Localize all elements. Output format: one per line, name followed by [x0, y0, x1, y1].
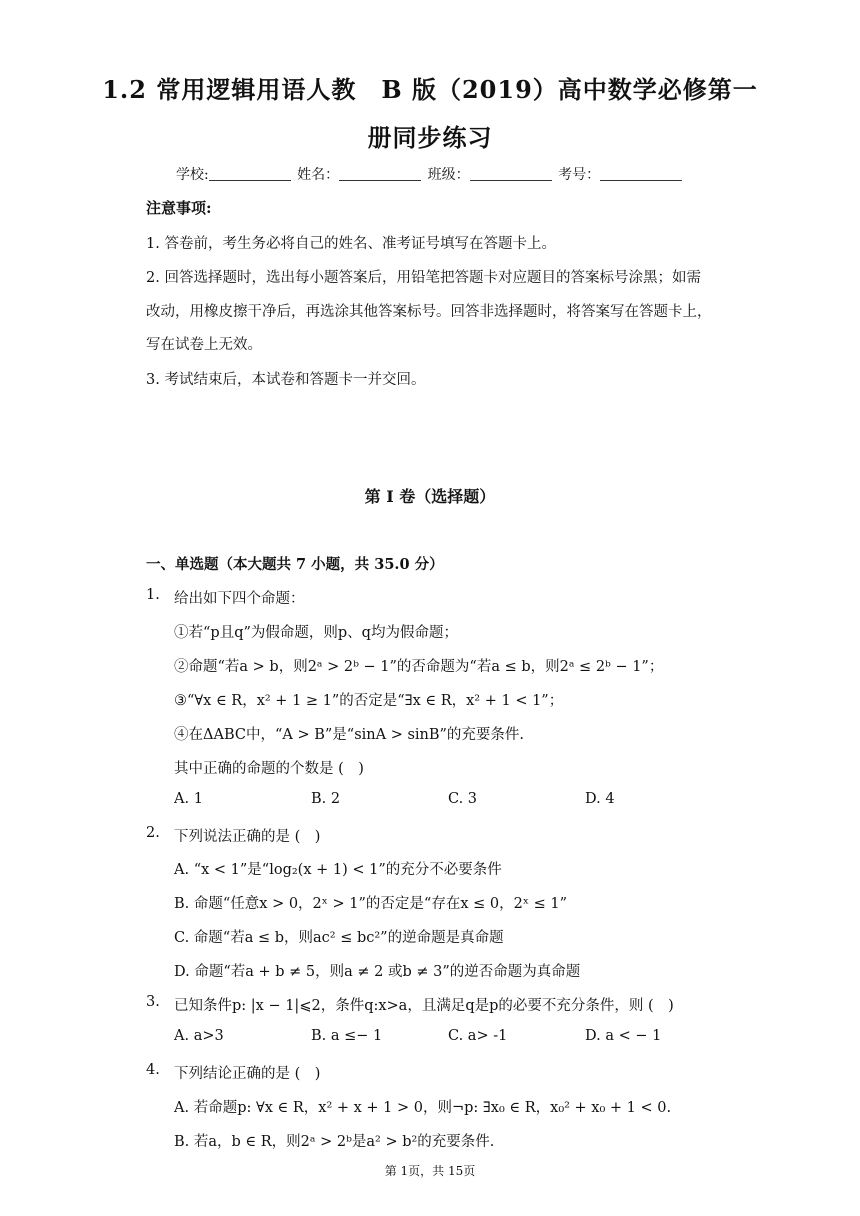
question-number: 3.: [146, 994, 160, 1010]
name-label: 姓名：: [297, 167, 340, 183]
question-stem: 给出如下四个命题：: [174, 591, 305, 607]
question-number: 2.: [146, 825, 160, 841]
question-line: 其中正确的命题的个数是 ( ): [174, 761, 364, 777]
question-line: ①若“p且q”为假命题，则p、q均为假命题；: [174, 625, 458, 641]
question-stem: 下列结论正确的是 ( ): [174, 1066, 321, 1082]
school-label: 学校:: [176, 167, 209, 183]
option-b[interactable]: B. 命题“任意x > 0，2ˣ > 1”的否定是“存在x ≤ 0，2ˣ ≤ 1”: [174, 896, 567, 912]
option-a[interactable]: A. 1: [174, 791, 203, 807]
option-a[interactable]: A. “x < 1”是“log₂(x + 1) < 1”的充分不必要条件: [174, 862, 502, 878]
option-d[interactable]: D. a < − 1: [585, 1028, 662, 1044]
option-c[interactable]: C. a> -1: [448, 1028, 508, 1044]
section-title: 第 I 卷（选择题）: [364, 487, 496, 506]
question-number: 1.: [146, 587, 160, 603]
option-b[interactable]: B. 若a，b ∈ R，则2ᵃ > 2ᵇ是a² > b²的充要条件.: [174, 1134, 495, 1150]
note-line: 2. 回答选择题时，选出每小题答案后，用铅笔把答题卡对应题目的答案标号涂黑；如需: [146, 270, 701, 286]
title-line-2: 册同步练习: [367, 123, 493, 152]
option-c[interactable]: C. 命题“若a ≤ b，则ac² ≤ bc²”的逆命题是真命题: [174, 930, 504, 946]
note-line: 改动，用橡皮擦干净后，再选涂其他答案标号。回答非选择题时，将答案写在答题卡上，: [146, 304, 712, 320]
option-a[interactable]: A. 若命题p: ∀x ∈ R，x² + x + 1 > 0，则¬p: ∃x₀ ∈ R，x₀² + x₀ + 1 < 0.: [174, 1100, 672, 1116]
class-blank[interactable]: [470, 166, 552, 181]
title-line-1: 1.2 常用逻辑用语人教 B 版（2019）高中数学必修第一: [102, 75, 758, 104]
question-stem: 下列说法正确的是 ( ): [174, 829, 321, 845]
page-footer: 第 1页，共 15页: [384, 1164, 476, 1178]
question-number: 4.: [146, 1062, 160, 1078]
option-a[interactable]: A. a>3: [174, 1028, 224, 1044]
exam-no-blank[interactable]: [600, 166, 682, 181]
option-b[interactable]: B. 2: [311, 791, 341, 807]
note-line: 1. 答卷前，考生务必将自己的姓名、准考证号填写在答题卡上。: [146, 236, 556, 252]
student-info-row: [176, 164, 684, 184]
question-line: ④在ΔABC中，“A > B”是“sinA > sinB”的充要条件.: [174, 727, 525, 743]
note-line: 写在试卷上无效。: [146, 337, 262, 353]
exam-no-label: 考号：: [558, 167, 601, 183]
part-title: 一、单选题（本大题共 7 小题，共 35.0 分）: [146, 556, 444, 573]
note-line: 3. 考试结束后，本试卷和答题卡一并交回。: [146, 372, 426, 388]
name-blank[interactable]: [339, 166, 421, 181]
option-d[interactable]: D. 4: [585, 791, 615, 807]
question-line: ②命题“若a > b，则2ᵃ > 2ᵇ − 1”的否命题为“若a ≤ b，则2ᵃ ≤ 2ᵇ − 1”；: [174, 659, 664, 675]
notes-heading: 注意事项:: [146, 199, 212, 217]
option-d[interactable]: D. 命题“若a + b ≠ 5，则a ≠ 2 或b ≠ 3”的逆否命题为真命题: [174, 964, 581, 980]
option-b[interactable]: B. a ≤− 1: [311, 1028, 383, 1044]
question-line: ③“∀x ∈ R，x² + 1 ≥ 1”的否定是“∃x ∈ R，x² + 1 < 1”；: [174, 693, 564, 709]
class-label: 班级：: [427, 167, 470, 183]
school-blank[interactable]: [209, 166, 291, 181]
option-c[interactable]: C. 3: [448, 791, 478, 807]
question-stem: 已知条件p: |x − 1|⩽2，条件q:x>a，且满足q是p的必要不充分条件，则 ( ): [174, 998, 674, 1014]
